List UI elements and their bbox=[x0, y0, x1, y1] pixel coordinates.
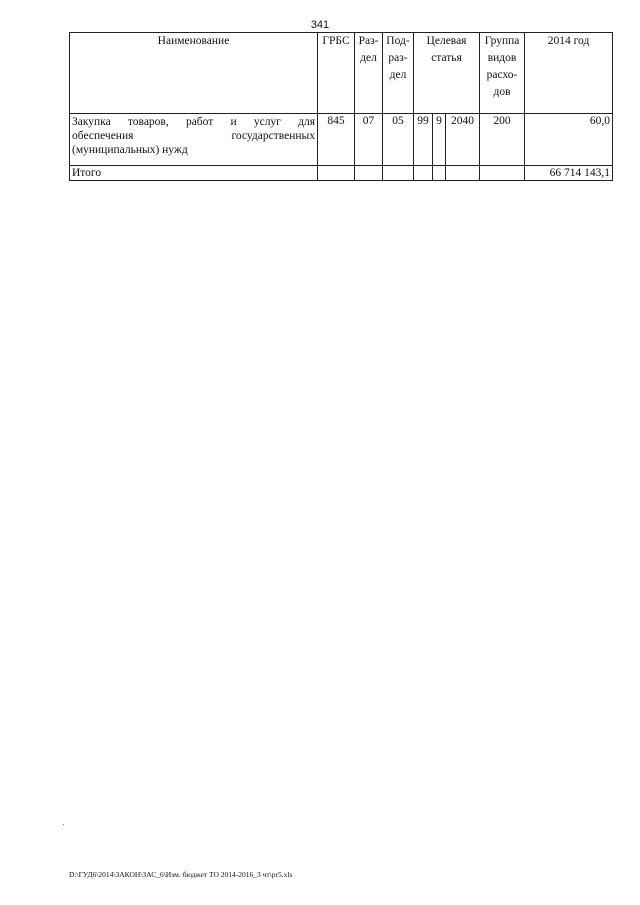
header-name-label: Наименование bbox=[157, 35, 230, 47]
header-expense-group bbox=[480, 33, 525, 114]
header-group-line1: Группа bbox=[484, 35, 520, 47]
total-empty-cell bbox=[318, 166, 355, 181]
total-empty-cell bbox=[414, 166, 433, 181]
header-grbs bbox=[318, 33, 355, 114]
budget-table bbox=[69, 32, 613, 181]
row-amount: 60,0 bbox=[525, 114, 613, 166]
header-razdel bbox=[355, 33, 383, 114]
total-empty-cell bbox=[355, 166, 383, 181]
header-podrazdel-line3: дел bbox=[389, 69, 407, 81]
total-empty-cell bbox=[446, 166, 480, 181]
row-name-word: Закупка bbox=[72, 116, 111, 128]
header-razdel-line2: дел bbox=[360, 52, 377, 64]
row-expense-group: 200 bbox=[480, 114, 525, 166]
header-podrazdel-line1: Под- bbox=[386, 35, 410, 47]
row-razdel: 07 bbox=[355, 114, 383, 166]
total-amount: 66 714 143,1 bbox=[525, 166, 613, 181]
row-name-word: товаров, bbox=[127, 116, 169, 128]
row-name-line2 bbox=[72, 129, 315, 143]
row-name-line1 bbox=[72, 115, 315, 129]
total-label: Итого bbox=[70, 166, 318, 181]
row-grbs: 845 bbox=[318, 114, 355, 166]
table-header-row bbox=[70, 33, 613, 114]
row-name-word: работ bbox=[185, 116, 214, 128]
total-row bbox=[70, 166, 613, 181]
header-target-line2: статья bbox=[431, 52, 462, 64]
header-razdel-line1: Раз- bbox=[358, 35, 379, 47]
header-target-article bbox=[414, 33, 480, 114]
table-row bbox=[70, 114, 613, 166]
row-name-word: государственных bbox=[231, 130, 315, 142]
total-empty-cell bbox=[383, 166, 414, 181]
header-podrazdel-line2: раз- bbox=[388, 52, 408, 64]
row-name-word: обеспечения bbox=[72, 130, 134, 142]
scan-speck bbox=[63, 824, 64, 825]
header-target-line1: Целевая bbox=[426, 35, 467, 47]
row-target-subprogram: 9 bbox=[433, 114, 446, 166]
row-name-word: услуг bbox=[253, 116, 281, 128]
header-podrazdel bbox=[383, 33, 414, 114]
row-podrazdel: 05 bbox=[383, 114, 414, 166]
row-name-word: для bbox=[298, 116, 315, 128]
header-grbs-label: ГРБС bbox=[322, 35, 350, 47]
row-name-cell bbox=[70, 114, 318, 166]
page-number: 341 bbox=[310, 19, 330, 31]
row-target-program: 99 bbox=[414, 114, 433, 166]
header-group-line4: дов bbox=[493, 86, 511, 98]
row-target-direction: 2040 bbox=[446, 114, 480, 166]
row-name-line3: (муниципальных) нужд bbox=[72, 144, 188, 156]
header-group-line3: расхо- bbox=[486, 69, 518, 81]
header-group-line2: видов bbox=[487, 52, 517, 64]
header-year bbox=[525, 33, 613, 114]
file-path-footer: D:\ГУД6\2014\ЗАКОН\ЗАС_6\Изм. бюджет ТО 2014-2016_3 чт\pr5.xls bbox=[69, 870, 293, 879]
header-name bbox=[70, 33, 318, 114]
total-empty-cell bbox=[480, 166, 525, 181]
total-empty-cell bbox=[433, 166, 446, 181]
header-year-label: 2014 год bbox=[547, 35, 590, 47]
row-name-word: и bbox=[230, 116, 237, 128]
